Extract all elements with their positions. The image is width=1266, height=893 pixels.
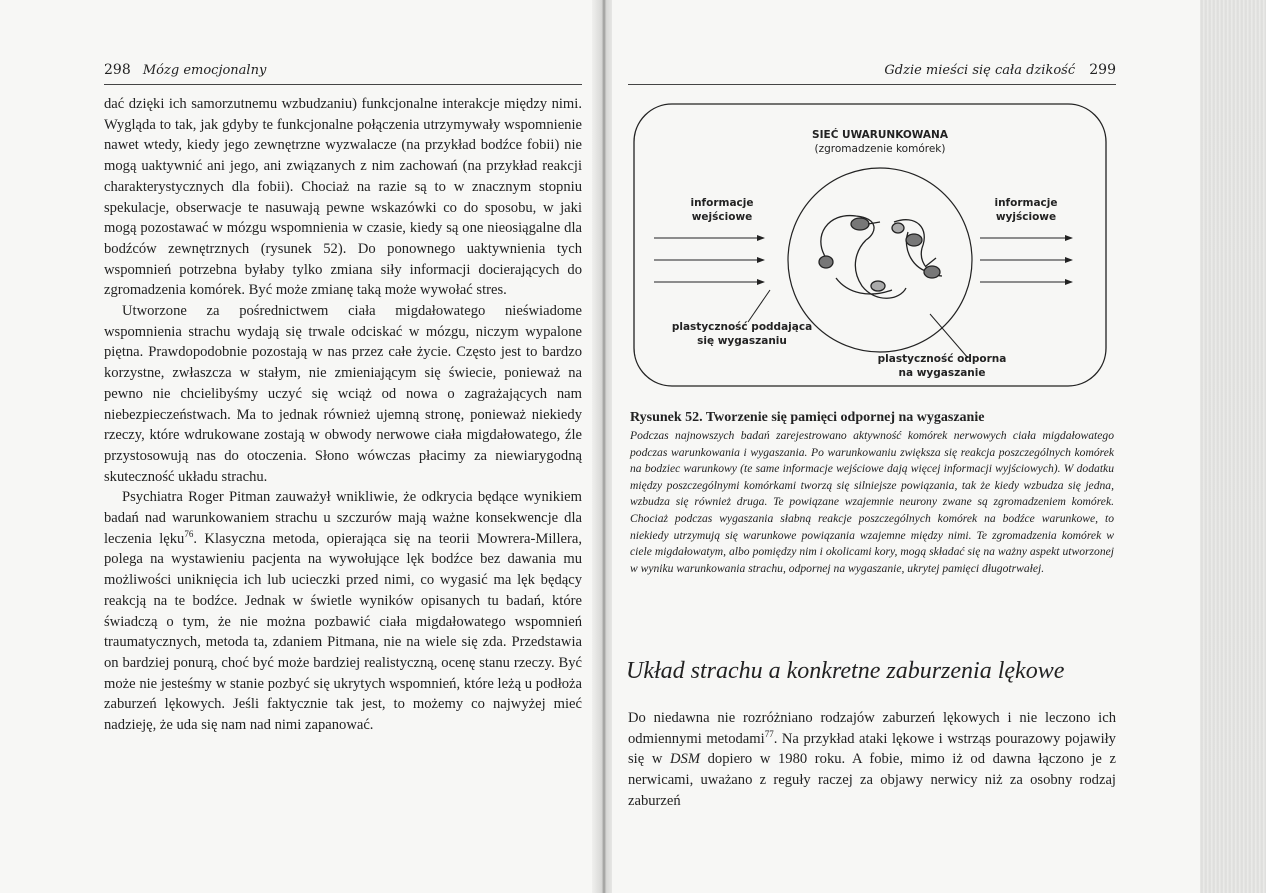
left-paragraph-3 [104,487,582,735]
figure-caption [630,410,1114,577]
left-p3-text-a: Psychiatra Roger Pitman zauważył wnikliwie, że odkrycia będące wynikiem badań nad warunkowaniem strachu u szczurów mają ważne konsekwencje dla leczenia lęku [104,489,582,547]
caption-text: Podczas najnowszych badań zarejestrowano aktywność komórek nerwowych ciała migdałowatego podczas warunkowania i wygaszania. Po warunkowaniu zwiększa się reakcja poszczególnych komórek na bodziec warunkowy (te same informacje wejściowe dają więcej informacji wyjściowych). W dodatku między poszczególnymi komórkami tworzą się silniejsze powiązania, tak że kiedy wzbudza się jedna, wzbudza się również druga. Te powiązane wzajemnie neurony zwane są zgromadzeniem komórek. Chociaż podczas wygaszania słabną reakcje poszczególnych komórek na bodźce warunkowe, to niekiedy utrzymują się warunkowe powiązania wzajemne między nimi. Te zgromadzenia komórek w ciele migdałowatym, albo pomiędzy nim i okolicami kory, mogą składać się na ważny aspekt utworzonej w wyniku warunkowania strachu, odpornej na wygaszanie, ukrytej pamięci długotrwałej. [630,429,1114,575]
left-running-title: Mózg emocjonalny [142,63,267,78]
neuron-network-icon [819,216,942,299]
left-page-number: 298 [104,62,131,78]
left-plasticity-line1: plastyczność poddająca [671,321,813,333]
left-paragraph-2: Utworzone za pośrednictwem ciała migdałowatego nieświadome wspomnienia strachu wydają się trwale odciskać w mózgu, niczym wypalone piętna. Prawdopodobnie pozostają w nas przez całe życie. Często jest to bardzo korzystne, zwłaszcza w stałym, nie zmieniającym się świecie, ponieważ na pewno nie chcielibyśmy uczyć się wciąż od nowa o zagrażających nam niebezpieczeństwach. Ma to jednak również ujemną stronę, ponieważ niekiedy rzeczy, które wdrukowane zostają w obwody nerwowe ciała migdałowatego, źle przystosowują nas do otoczenia. Słono wówczas płacimy za niewiarygodną skuteczność układu strachu. [104,303,582,485]
right-plasticity-line2: na wygaszanie [898,367,986,379]
page-stack-edge [1200,0,1266,893]
right-body-text [628,708,1116,812]
right-page-number: 299 [1089,62,1116,78]
right-p1-text-c: dopiero w 1980 roku. A fobie, mimo iż od dawna łączono je z nerwicami, uważano z reguły raczej za objawy nerwicy niż za osobny rodzaj zaburzeń [628,751,1116,809]
output-label-line1: informacje [994,197,1058,209]
footnote-ref-77: 77 [764,728,774,739]
right-running-head [872,62,1116,78]
left-paragraph-1: dać dzięki ich samorzutnemu wzbudzaniu) funkcjonalne interakcje między nimi. Wygląda to tak, jak gdyby te funkcjonalne połączenia utrzymywały wspomnienie nawet wtedy, kiedy jego zewnętrzne wyzwalacze (na przykład bodźce fobii) nie mogą uaktywnić ani jego, ani związanych z nim zachowań (na przykład reakcji charakterystycznych dla fobii). Chociaż na razie są to w znacznym stopniu spekulacje, obserwacje te nasuwają pewne wskazówki co do sposobu, w jaki mogą pozostawać w mózgu wspomnienia w czasie, kiedy są one nieosiągalne dla bodźców zewnętrznych (rysunek 52). Do ponownego uaktywnienia tych wspomnień potrzebna byłaby tylko zmiana siły informacji docierających do zgromadzenia komórek. Być może zmianę taką może wywołać stres. [104,96,582,299]
cell-assembly-circle [788,168,972,352]
left-plasticity-line2: się wygaszaniu [697,335,787,347]
input-label-line2: wejściowe [691,211,753,223]
right-p1-text-a: Do niedawna nie rozróżniano rodzajów zaburzeń lękowych i nie leczono ich odmiennymi metodami [628,710,1116,747]
left-page [0,0,600,893]
diagram-title: SIEĆ UWARUNKOWANA [812,129,948,141]
left-body-text [104,94,582,736]
left-header-rule [104,84,582,85]
figure-52-diagram [630,100,1110,390]
right-plasticity-line1: plastyczność odporna [877,353,1007,365]
right-paragraph-1 [628,708,1116,812]
section-title: Układ strachu a konkretne zaburzenia lękowe [626,658,1065,684]
diagram-subtitle: (zgromadzenie komórek) [814,143,946,155]
right-header-rule [628,84,1116,85]
footnote-ref-76: 76 [184,528,194,539]
left-running-head [104,62,266,78]
right-page [612,0,1226,893]
left-p3-text-b: . Klasyczna metoda, opierająca się na teorii Mowrera-Millera, polega na wystawieniu pacjenta na wywołujące lęk bodźce bez dawania mu możliwości uniknięcia ich lub ucieczki przed nimi, co wygasić ma lęk będący reakcją na te bodźce. Jednak w świetle wyników opisanych tu badań, które świadczą o tym, że nie można pozbawić ciała migdałowatego wspomnień traumatycznych, metoda ta, zdaniem Pitmana, nie na wiele się zda. Przedstawia on bardziej ponurą, choć być może bardziej realistyczną, ocenę stanu rzeczy. Być może nie jesteśmy w stanie pozbyć się ukrytych wspomnień, które leżą u podłoża zaburzeń lękowych. Jeśli faktycznie tak jest, to możemy co najwyżej mieć nadzieję, że uda się nam nad nimi zapanować. [104,530,582,734]
input-label-line1: informacje [690,197,754,209]
right-running-title: Gdzie mieści się cała dzikość [884,63,1076,78]
output-label-line2: wyjściowe [995,211,1057,223]
dsm-abbrev: DSM [670,751,700,768]
right-p1-text-b: . Na przykład ataki lękowe i wstrząs pourazowy pojawiły się w [628,730,1116,768]
caption-title: Rysunek 52. Tworzenie się pamięci odpornej na wygaszanie [630,410,985,425]
left-plasticity-pointer [748,290,770,322]
